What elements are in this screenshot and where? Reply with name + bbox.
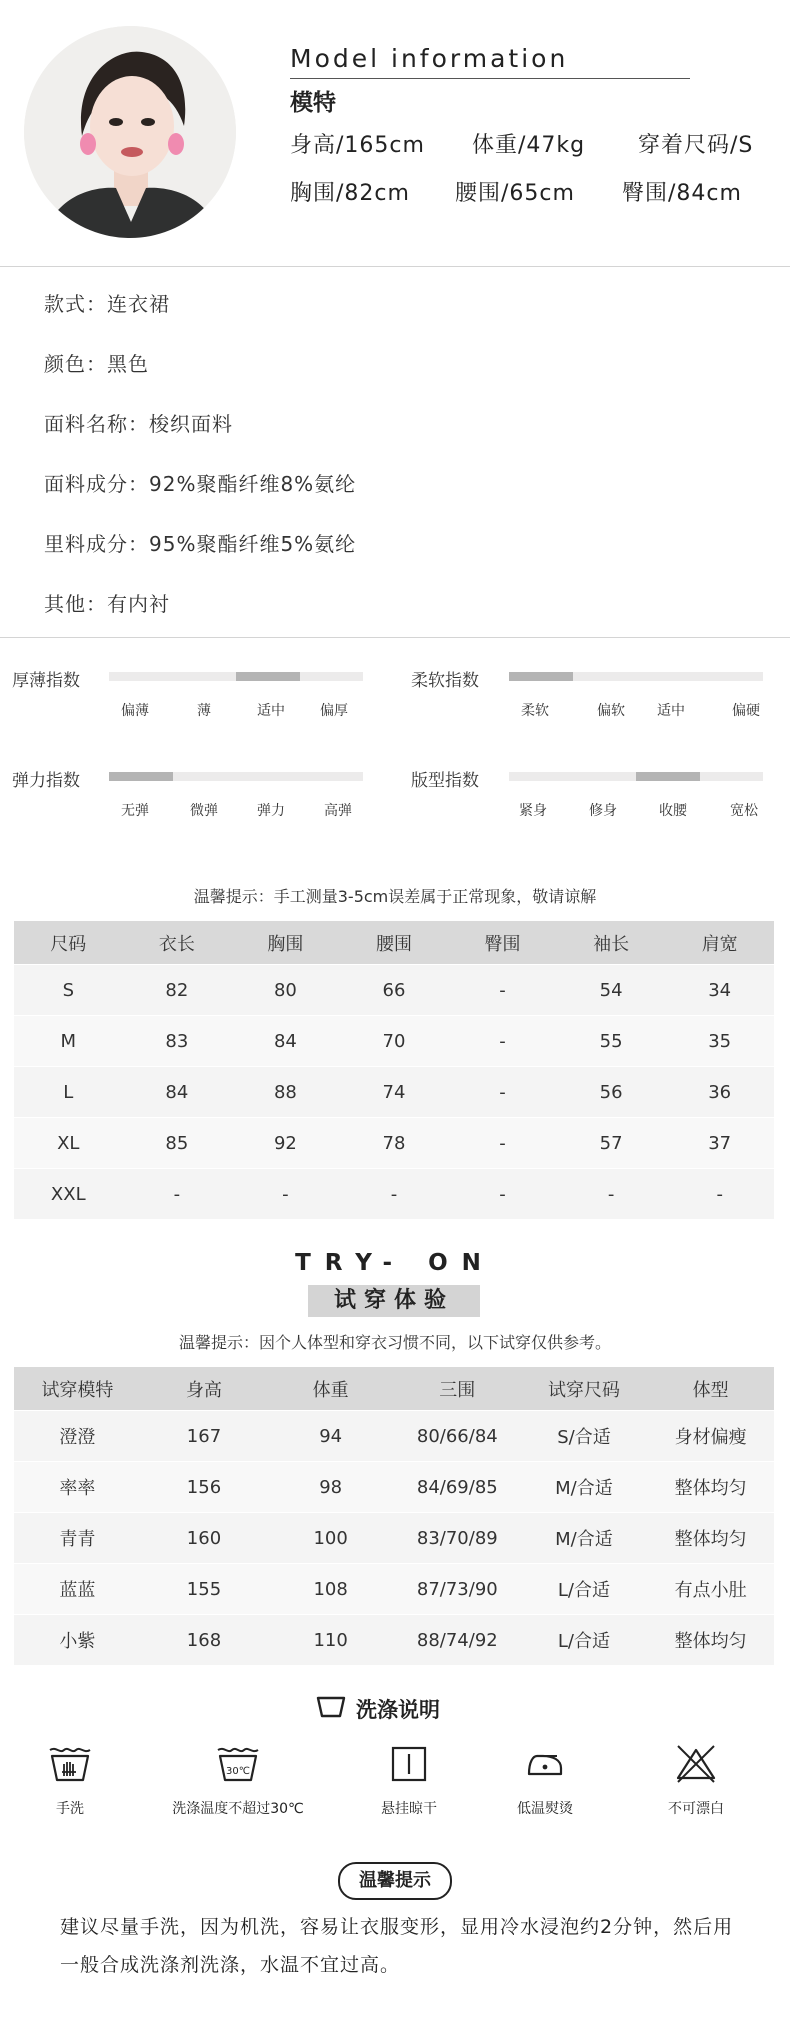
table-cell: 100 (267, 1513, 394, 1564)
table-cell: 110 (267, 1615, 394, 1666)
low-iron-icon (523, 1744, 567, 1784)
wash-item-hand-wash (0, 1744, 150, 1818)
table-cell: S/合适 (521, 1411, 648, 1462)
index-option: 微弹 (190, 803, 218, 819)
spec-lining-composition: 里料成分：95%聚酯纤维5%氨纶 (44, 532, 357, 556)
column-header: 试穿尺码 (521, 1367, 648, 1411)
table-cell: 87/73/90 (394, 1564, 521, 1615)
model-size: 穿着尺码/S (638, 133, 754, 158)
index-marker-thickness (236, 672, 300, 681)
table-cell: 整体均匀 (647, 1462, 774, 1513)
wash-temp-label: 30℃ (226, 1766, 250, 1777)
index-option: 宽松 (730, 803, 758, 819)
column-header: 袖长 (557, 921, 666, 965)
table-cell: 78 (340, 1118, 449, 1169)
tryon-subtitle: 试穿体验 (308, 1285, 480, 1317)
tips-badge: 温馨提示 (338, 1862, 452, 1900)
table-cell: 整体均匀 (647, 1513, 774, 1564)
spec-fabric-composition: 面料成分：92%聚酯纤维8%氨纶 (44, 472, 357, 496)
table-cell: L/合适 (521, 1615, 648, 1666)
table-cell: 身材偏瘦 (647, 1411, 774, 1462)
tryon-table (14, 1367, 774, 1665)
table-cell: 84 (231, 1016, 340, 1067)
size-table (14, 921, 774, 1219)
hand-wash-icon (48, 1744, 92, 1784)
table-cell: 80 (231, 965, 340, 1016)
index-bar-fit (509, 772, 763, 781)
column-header: 尺码 (14, 921, 123, 965)
tryon-note: 温馨提示：因个人体型和穿衣习惯不同，以下试穿仅供参考。 (178, 1333, 611, 1352)
wash-label: 洗涤温度不超过30℃ (172, 1801, 304, 1817)
index-bar-elasticity (109, 772, 363, 781)
table-cell: 70 (340, 1016, 449, 1067)
index-option: 收腰 (659, 803, 687, 819)
table-row (14, 1564, 774, 1615)
section-divider (0, 637, 790, 638)
table-cell: 80/66/84 (394, 1411, 521, 1462)
wash-item-low-iron (465, 1744, 625, 1818)
table-cell: XL (14, 1118, 123, 1169)
index-option: 无弹 (121, 803, 149, 819)
table-cell: - (448, 1016, 557, 1067)
column-header: 身高 (141, 1367, 268, 1411)
table-row (14, 1169, 774, 1220)
table-cell: M (14, 1016, 123, 1067)
table-cell: 率率 (14, 1462, 141, 1513)
index-option: 薄 (197, 703, 211, 719)
index-option: 适中 (257, 703, 285, 719)
table-cell: - (665, 1169, 774, 1220)
index-marker-softness (509, 672, 573, 681)
table-cell: 160 (141, 1513, 268, 1564)
table-cell: 36 (665, 1067, 774, 1118)
table-cell: 蓝蓝 (14, 1564, 141, 1615)
index-option: 紧身 (519, 803, 547, 819)
table-cell: 有点小肚 (647, 1564, 774, 1615)
table-cell: L (14, 1067, 123, 1118)
spec-other: 其他：有内衬 (44, 592, 170, 616)
table-cell: M/合适 (521, 1513, 648, 1564)
table-cell: 54 (557, 965, 666, 1016)
wash-label: 悬挂晾干 (381, 1801, 437, 1817)
index-option: 偏薄 (121, 703, 149, 719)
table-row (14, 1016, 774, 1067)
table-cell: 155 (141, 1564, 268, 1615)
table-header-row (14, 1367, 774, 1411)
table-cell: - (448, 965, 557, 1016)
table-cell: 74 (340, 1067, 449, 1118)
tips-text: 建议尽量手洗，因为机洗，容易让衣服变形，显用冷水浸泡约2分钟，然后用一般合成洗涤剂洗涤，水温不宜过高。 (60, 1916, 734, 1976)
index-option: 弹力 (257, 803, 285, 819)
index-option: 柔软 (521, 703, 549, 719)
table-cell: 37 (665, 1118, 774, 1169)
table-cell: 83 (123, 1016, 232, 1067)
column-header: 试穿模特 (14, 1367, 141, 1411)
table-cell: 澄澄 (14, 1411, 141, 1462)
index-option: 偏硬 (732, 703, 760, 719)
washing-title: 洗涤说明 (356, 1698, 440, 1722)
column-header: 胸围 (231, 921, 340, 965)
table-cell: 整体均匀 (647, 1615, 774, 1666)
basin-icon (316, 1694, 346, 1720)
index-option: 修身 (589, 803, 617, 819)
table-cell: 85 (123, 1118, 232, 1169)
model-bust: 胸围/82cm (290, 181, 410, 206)
size-table-note: 温馨提示：手工测量3-5cm误差属于正常现象，敬请谅解 (193, 887, 597, 906)
table-cell: - (448, 1067, 557, 1118)
table-cell: 55 (557, 1016, 666, 1067)
column-header: 臀围 (448, 921, 557, 965)
wash-30-icon (216, 1744, 260, 1784)
table-cell: 156 (141, 1462, 268, 1513)
table-cell: - (123, 1169, 232, 1220)
table-cell: - (448, 1169, 557, 1220)
index-marker-elasticity (109, 772, 173, 781)
column-header: 体型 (647, 1367, 774, 1411)
table-cell: 青青 (14, 1513, 141, 1564)
table-cell: 34 (665, 965, 774, 1016)
table-cell: - (448, 1118, 557, 1169)
model-info-subtitle: 模特 (290, 90, 336, 116)
column-header: 肩宽 (665, 921, 774, 965)
column-header: 三围 (394, 1367, 521, 1411)
tryon-title: TRY- ON (295, 1250, 495, 1276)
model-hip: 臀围/84cm (622, 181, 742, 206)
spec-fabric-name: 面料名称：梭织面料 (44, 412, 233, 436)
section-divider (0, 266, 790, 267)
table-cell: 66 (340, 965, 449, 1016)
table-row (14, 1118, 774, 1169)
index-label-fit: 版型指数 (411, 771, 479, 791)
table-row (14, 1513, 774, 1564)
spec-color: 颜色：黑色 (44, 352, 149, 376)
index-label-softness: 柔软指数 (411, 671, 479, 691)
table-cell: 小紫 (14, 1615, 141, 1666)
model-height: 身高/165cm (290, 133, 425, 158)
wash-item-wash-30 (158, 1744, 318, 1818)
table-row (14, 965, 774, 1016)
table-cell: 84 (123, 1067, 232, 1118)
column-header: 衣长 (123, 921, 232, 965)
table-cell: 56 (557, 1067, 666, 1118)
index-bar-thickness (109, 672, 363, 681)
table-cell: 84/69/85 (394, 1462, 521, 1513)
wash-item-no-bleach (616, 1744, 776, 1818)
table-cell: S (14, 965, 123, 1016)
index-label-elasticity: 弹力指数 (12, 771, 80, 791)
model-waist: 腰围/65cm (455, 181, 575, 206)
table-row (14, 1462, 774, 1513)
table-cell: M/合适 (521, 1462, 648, 1513)
table-cell: 88/74/92 (394, 1615, 521, 1666)
table-cell: 167 (141, 1411, 268, 1462)
index-option: 偏软 (597, 703, 625, 719)
table-cell: 108 (267, 1564, 394, 1615)
table-cell: 83/70/89 (394, 1513, 521, 1564)
table-cell: 94 (267, 1411, 394, 1462)
title-divider (290, 78, 690, 79)
table-row (14, 1615, 774, 1666)
table-cell: 82 (123, 965, 232, 1016)
index-bar-softness (509, 672, 763, 681)
table-cell: - (557, 1169, 666, 1220)
table-cell: 35 (665, 1016, 774, 1067)
table-cell: L/合适 (521, 1564, 648, 1615)
index-marker-fit (636, 772, 700, 781)
model-weight: 体重/47kg (472, 133, 586, 158)
table-cell: 168 (141, 1615, 268, 1666)
index-label-thickness: 厚薄指数 (12, 671, 80, 691)
model-photo (24, 26, 236, 238)
hang-dry-icon (387, 1744, 431, 1784)
table-row (14, 1067, 774, 1118)
table-cell: 57 (557, 1118, 666, 1169)
wash-label: 手洗 (56, 1801, 84, 1817)
model-info-title: Model information (290, 44, 569, 73)
index-option: 偏厚 (320, 703, 348, 719)
table-cell: 98 (267, 1462, 394, 1513)
index-option: 适中 (657, 703, 685, 719)
column-header: 体重 (267, 1367, 394, 1411)
spec-style: 款式：连衣裙 (44, 292, 170, 316)
table-cell: 92 (231, 1118, 340, 1169)
table-row (14, 1411, 774, 1462)
wash-label: 低温熨烫 (517, 1801, 573, 1817)
table-cell: - (340, 1169, 449, 1220)
column-header: 腰围 (340, 921, 449, 965)
table-cell: - (231, 1169, 340, 1220)
wash-label: 不可漂白 (668, 1801, 724, 1817)
table-cell: 88 (231, 1067, 340, 1118)
table-cell: XXL (14, 1169, 123, 1220)
index-option: 高弹 (324, 803, 352, 819)
no-bleach-icon (674, 1744, 718, 1784)
table-header-row (14, 921, 774, 965)
